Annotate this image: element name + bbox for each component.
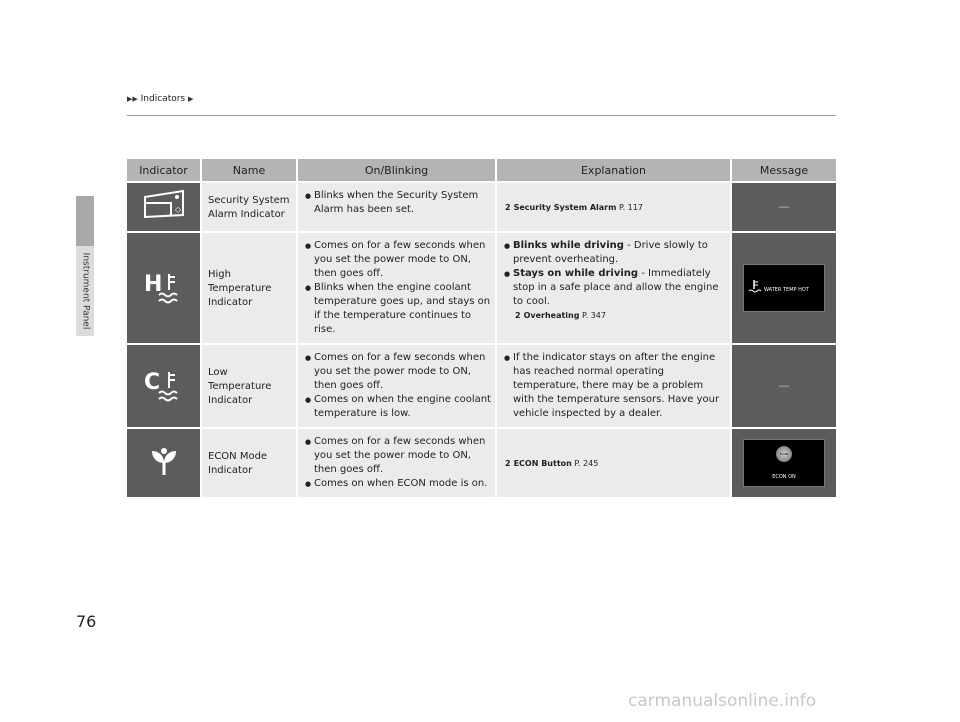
indicator-cell — [127, 233, 202, 343]
list-item: ● Blinks when the Security System Alarm has been set. — [314, 189, 491, 217]
message-cell — [732, 183, 836, 231]
side-tab-marker — [76, 196, 94, 246]
on-blinking-cell — [298, 183, 497, 231]
watermark: carmanualsonline.info — [628, 691, 817, 711]
reference-link[interactable]: ECON Button — [513, 459, 572, 468]
explanation-cell — [497, 345, 732, 427]
indicator-name: ECON Mode Indicator — [202, 429, 298, 497]
page-number: 76 — [76, 612, 97, 631]
explanation-cell: ● Blinks while driving - Drive slowly to prevent overheating. ● Stays on while driving - Immediately stop in a safe place and allow the engine to cool. 2 Overheating P. 347 — [497, 233, 732, 343]
column-header: Name — [202, 159, 298, 181]
low-temperature-icon — [142, 364, 186, 404]
indicator-name: Low Temperature Indicator — [202, 345, 298, 427]
list-item: ● Stays on while driving - Immediately stop in a safe place and allow the engine to cool. — [513, 267, 726, 309]
table-row — [127, 233, 836, 343]
reference-link[interactable]: Overheating — [523, 311, 580, 320]
security-system-alarm-icon — [139, 185, 189, 225]
header-rule — [127, 115, 836, 116]
side-section-label: Instrument Panel — [80, 252, 91, 330]
message-text: WATER TEMP HOT — [764, 287, 809, 293]
explanation-cell: 2 ECON Button P. 245 — [497, 429, 732, 497]
list-item: ● Comes on when ECON mode is on. — [314, 477, 491, 491]
breadcrumb — [127, 94, 193, 104]
message-cell — [732, 233, 836, 343]
message-cell — [732, 429, 836, 497]
reference-link[interactable]: Security System Alarm — [513, 203, 617, 212]
message-display — [743, 439, 825, 487]
indicator-cell — [127, 345, 202, 427]
message-display — [743, 264, 825, 312]
explanation-cell: 2 Security System Alarm P. 117 — [497, 183, 732, 231]
indicator-cell — [127, 183, 202, 231]
message-cell — [732, 345, 836, 427]
econ-button-icon: ECON — [776, 446, 792, 462]
breadcrumb-end-arrow: ▶ — [188, 95, 194, 103]
list-item: ● Blinks while driving - Drive slowly to prevent overheating. — [513, 239, 726, 267]
table-row — [127, 429, 836, 497]
table-header-row — [127, 159, 836, 181]
table-row — [127, 345, 836, 427]
indicator-cell — [127, 429, 202, 497]
high-temperature-icon — [142, 266, 186, 306]
econ-mode-icon — [144, 441, 184, 481]
no-message-dash: — — [778, 378, 790, 392]
no-message-dash: — — [778, 199, 790, 213]
column-header: Message — [732, 159, 836, 181]
svg-text:H: H — [143, 271, 162, 297]
list-item: ● Comes on when the engine coolant temperature is low. — [314, 393, 491, 421]
indicator-name: High Temperature Indicator — [202, 233, 298, 343]
column-header: Indicator — [127, 159, 202, 181]
on-blinking-cell — [298, 233, 497, 343]
breadcrumb-label[interactable]: Indicators — [140, 94, 186, 104]
on-blinking-cell — [298, 345, 497, 427]
table-row — [127, 183, 836, 231]
indicator-name: Security System Alarm Indicator — [202, 183, 298, 231]
list-item: ● If the indicator stays on after the engine has reached normal operating temperature, there may be a problem with the temperature sensors. Have your vehicle inspected by a dealer. — [513, 351, 726, 421]
list-item: ● Comes on for a few seconds when you set the power mode to ON, then goes off. — [314, 239, 491, 281]
list-item: ● Comes on for a few seconds when you set the power mode to ON, then goes off. — [314, 351, 491, 393]
temperature-icon — [748, 279, 762, 295]
list-item: ● Comes on for a few seconds when you set the power mode to ON, then goes off. — [314, 435, 491, 477]
on-blinking-cell — [298, 429, 497, 497]
breadcrumb-arrows: ▶▶ — [127, 95, 138, 103]
message-text: ECON ON — [772, 474, 796, 480]
column-header: On/Blinking — [298, 159, 497, 181]
svg-text:C: C — [143, 369, 160, 395]
svg-text:◇: ◇ — [174, 204, 181, 214]
column-header: Explanation — [497, 159, 732, 181]
indicator-table — [127, 157, 836, 499]
list-item: ● Blinks when the engine coolant temperature goes up, and stays on if the temperature continues to rise. — [314, 281, 491, 337]
